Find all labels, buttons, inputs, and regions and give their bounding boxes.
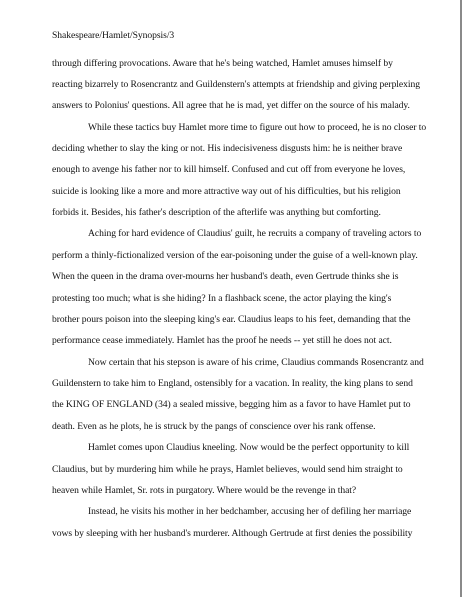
text-line: Now certain that his stepson is aware of his crime, Claudius commands Rosencrantz and: [88, 357, 424, 368]
text-line: Aching for hard evidence of Claudius' guilt, he recruits a company of traveling actors to: [88, 228, 422, 239]
text-line: through differing provocations. Aware that he's being watched, Hamlet amuses himself by: [52, 58, 393, 69]
text-line: reacting bizarrely to Rosencrantz and Guildenstern's attempts at friendship and giving perplexing: [52, 79, 420, 90]
text-line: forbids it. Besides, his father's description of the afterlife was anything but comforting.: [52, 207, 381, 218]
text-line: vows by sleeping with her husband's murderer. Although Gertrude at first denies the possibility: [52, 528, 413, 539]
text-line: Instead, he visits his mother in her bedchamber, accusing her of defiling her marriage: [88, 506, 412, 517]
text-line: deciding whether to slay the king or not. His indecisiveness disgusts him: he is neither brave: [52, 143, 403, 154]
text-line: Hamlet comes upon Claudius kneeling. Now would be the perfect opportunity to kill: [88, 442, 410, 453]
text-line: When the queen in the drama over-mourns her husband's death, even Gertrude thinks she is: [52, 271, 399, 282]
text-line: brother pours poison into the sleeping king's ear. Claudius leaps to his feet, demanding that the: [52, 314, 411, 325]
text-line: enough to avenge his father nor to kill himself. Confused and cut off from everyone he loves,: [52, 164, 406, 175]
text-line: Guildenstern to take him to England, ostensibly for a vacation. In reality, the king plans to send: [52, 378, 413, 389]
text-line: heaven while Hamlet, Sr. rots in purgatory. Where would be the revenge in that?: [52, 485, 357, 496]
text-line: perform a thinly-fictionalized version of the ear-poisoning under the guise of a well-known play.: [52, 250, 418, 261]
text-line: While these tactics buy Hamlet more time to figure out how to proceed, he is no closer to: [88, 122, 427, 133]
text-line: suicide is looking like a more and more attractive way out of his difficulties, but his religion: [52, 186, 401, 197]
text-line: performance cease immediately. Hamlet has the proof he needs -- yet still he does not act.: [52, 335, 392, 346]
text-line: the KING OF ENGLAND (34) a sealed missive, begging him as a favor to have Hamlet put to: [52, 399, 411, 410]
running-header: Shakespeare/Hamlet/Synopsis/3: [52, 30, 175, 41]
text-line: death. Even as he plots, he is struck by the pangs of conscience over his rank offense.: [52, 421, 376, 432]
text-line: Claudius, but by murdering him while he prays, Hamlet believes, would send him straight to: [52, 464, 403, 475]
text-line: protesting too much; what is she hiding? In a flashback scene, the actor playing the king's: [52, 293, 392, 304]
text-line: answers to Polonius' questions. All agree that he is mad, yet differ on the source of his malady.: [52, 100, 410, 111]
